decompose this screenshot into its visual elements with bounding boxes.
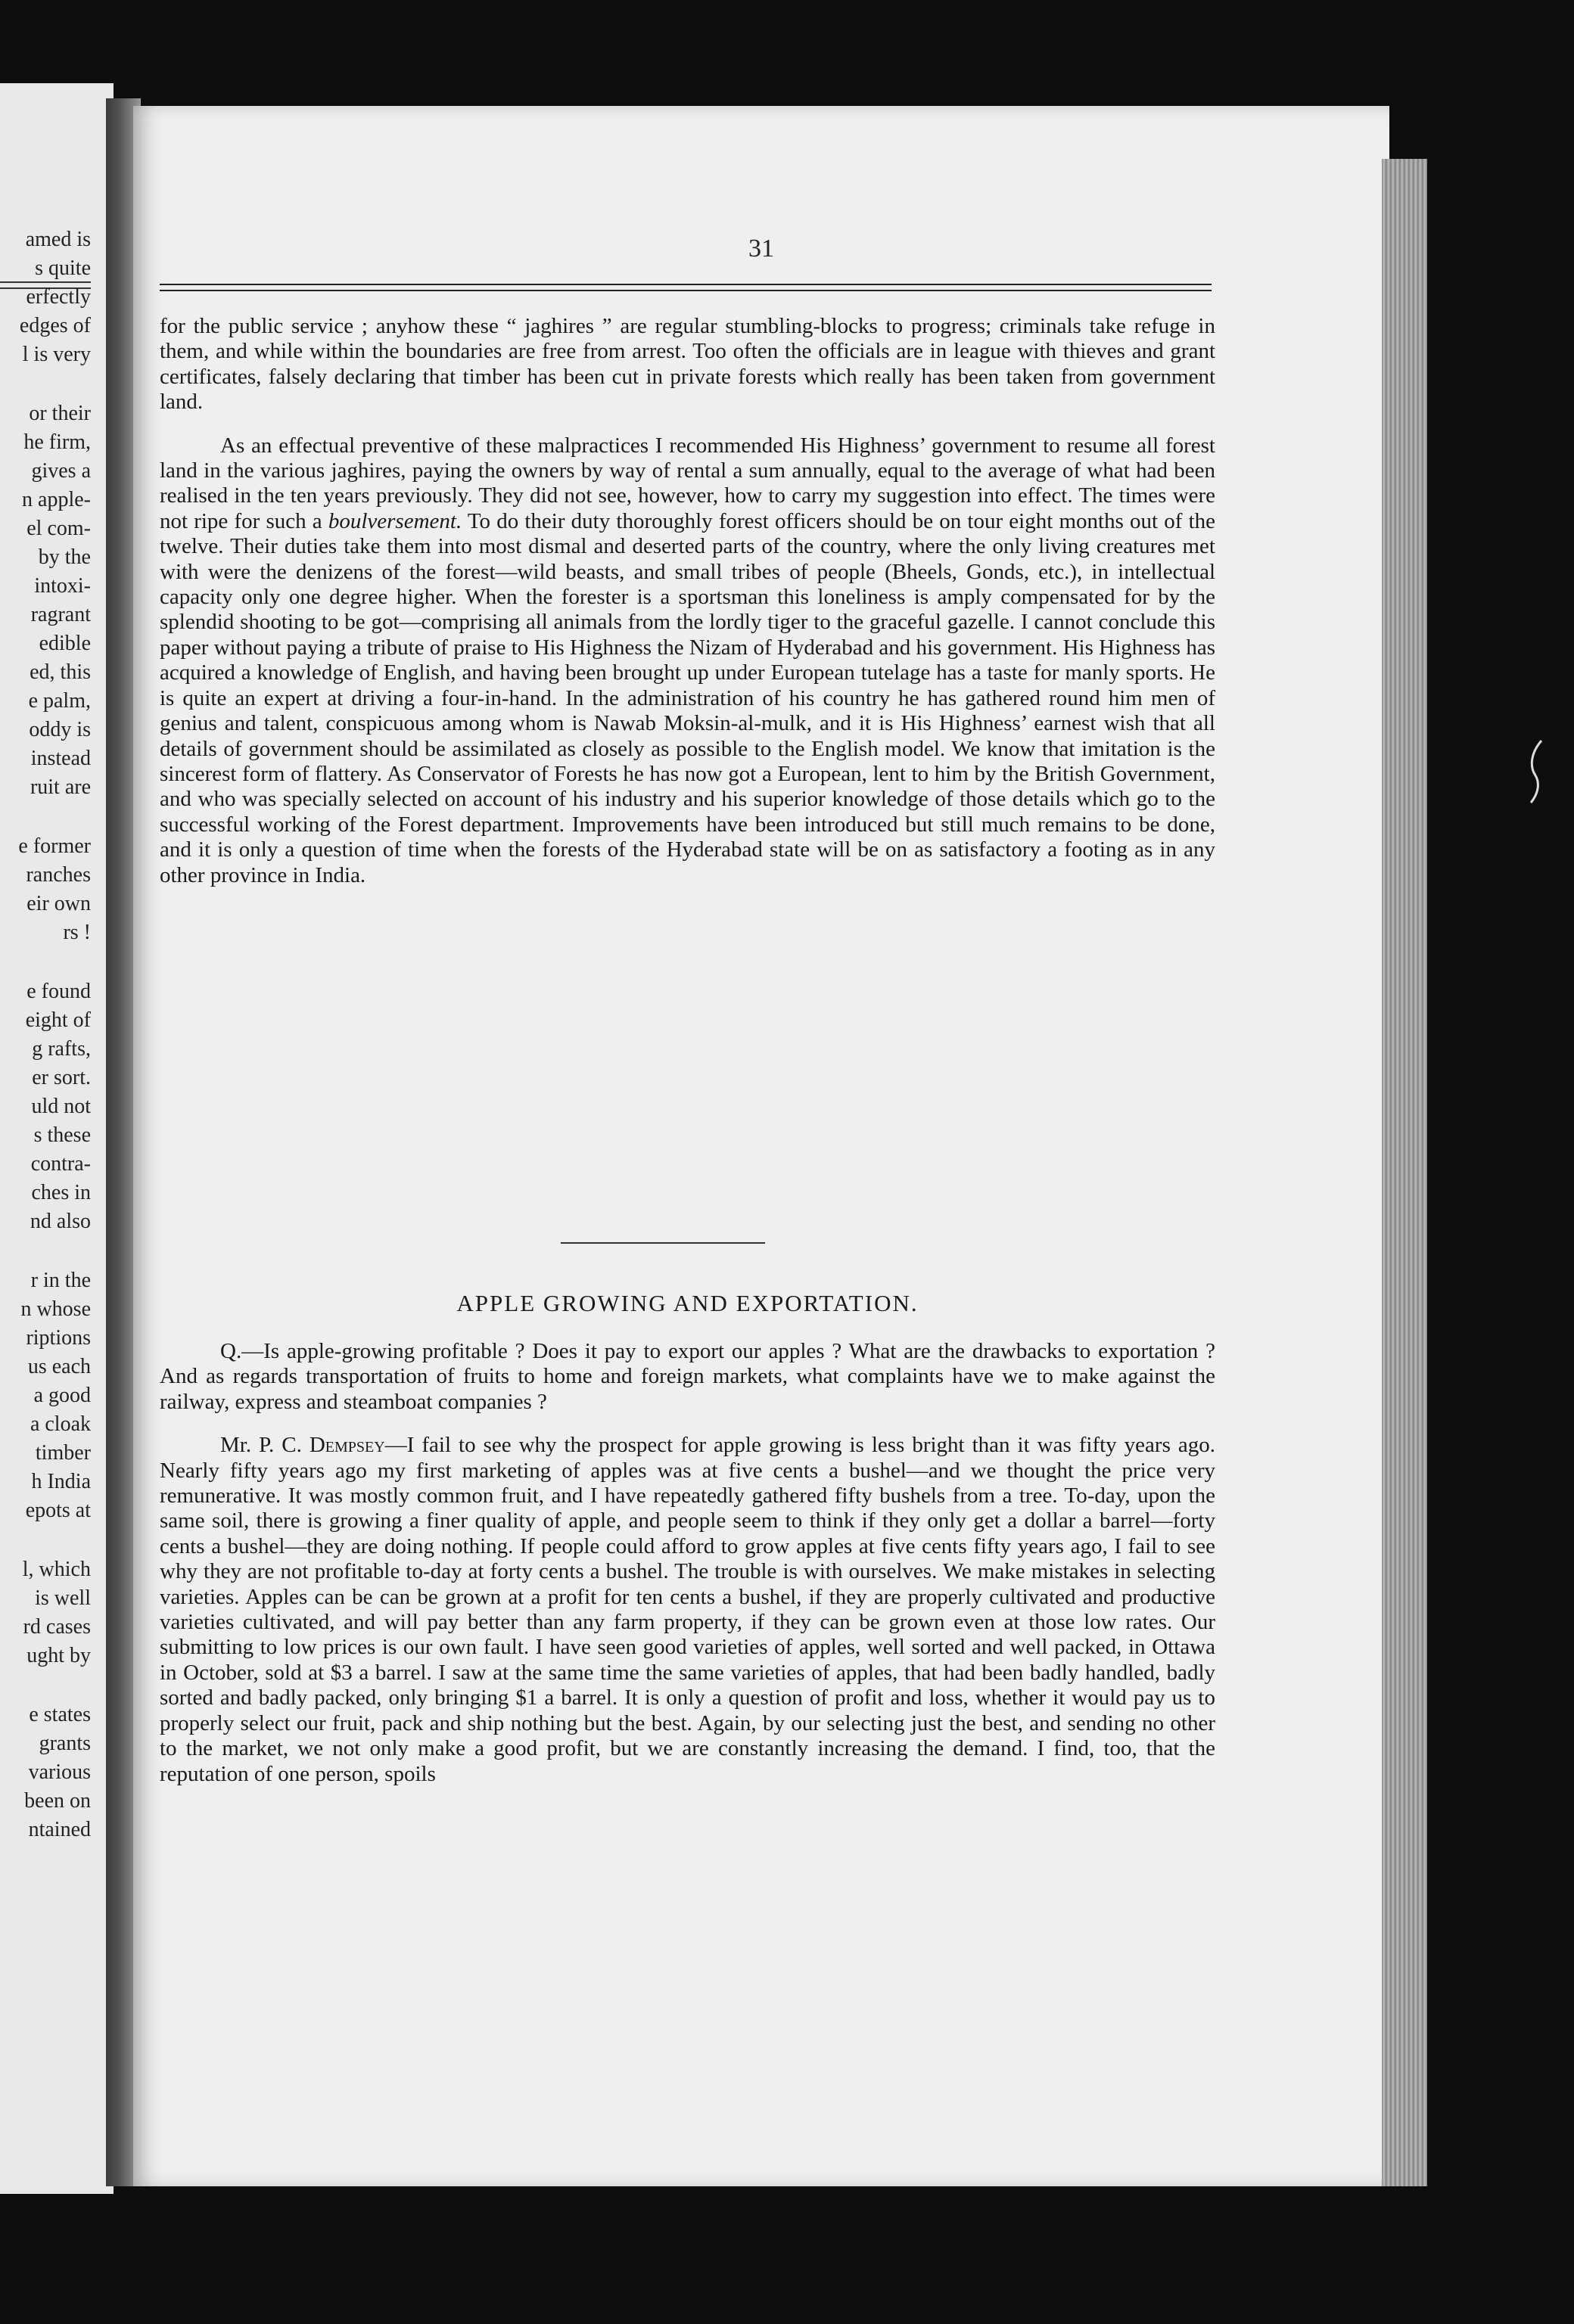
left-page-line: g rafts,: [32, 1037, 91, 1061]
left-page-line: instead: [30, 747, 91, 770]
left-page-line: eight of: [25, 1008, 91, 1032]
left-page-line: ranches: [26, 863, 91, 887]
left-page-line: rs !: [63, 921, 91, 944]
left-page-line: s these: [33, 1123, 91, 1147]
section-title: APPLE GROWING AND EXPORTATION.: [456, 1290, 919, 1316]
left-page-line: h India: [31, 1470, 91, 1493]
left-page-line: ntained: [28, 1818, 91, 1841]
page-stack-edge: [1382, 159, 1427, 2186]
left-page-line: epots at: [25, 1499, 91, 1522]
left-page-line: er sort.: [32, 1066, 91, 1089]
paragraph-continued: for the public service ; anyhow these “ jaghires ” are regular stumbling-blocks to progress; criminals take refuge in them, and while within the boundaries are free from arrest. Too often the officials are in league with thieves and grant certificates, falsely declaring that timber has been cut in private forests which really has been taken from government land.: [160, 314, 1215, 415]
header-double-rule: [160, 284, 1212, 291]
left-page-line: ed, this: [30, 660, 91, 684]
left-page-line: grants: [39, 1732, 91, 1755]
paragraph-text: As an effectual preventive of these malpractices I recommended His Highness’ government to resume all forest land in the various jaghires, paying the owners by way of rental a sum annually, equal to the average of what had been realised in the ten years previously. They did not see, however, how to carry my suggestion into effect. The times were not ripe for such a: [160, 433, 1215, 533]
left-page-line: a cloak: [30, 1412, 91, 1436]
italic-term: boulversement.: [328, 508, 462, 533]
left-page-line: e former: [18, 834, 91, 858]
left-page-line: us each: [27, 1355, 91, 1378]
book-page: [133, 106, 1389, 2186]
left-page-line: e palm,: [28, 689, 91, 713]
left-page-line: el com-: [26, 517, 91, 540]
paragraph-preventive: [160, 433, 1215, 888]
left-page-line: intoxi-: [34, 574, 91, 598]
paragraph-text: To do their duty thoroughly forest officers should be on tour eight months out of the twelve. Their duties take them into most dismal and deserted parts of the country, where the only living creatures met with were the denizens of the forest—wild beasts, and small tribes of people (Bheels, Gonds, etc.), in intellectual capacity only one degree higher. When the forester is a sportsman this loneliness is amply compensated for by the splendid shooting to be got—comprising all animals from the lordly tiger to the graceful gazelle. I cannot conclude this paper without paying a tribute of praise to His Highness the Nizam of Hyderabad and his government. His Highness has acquired a knowledge of English, and having been brought up under European tutelage has a taste for manly sports. He is quite an expert at driving a four-in-hand. In the administration of his country he has gathered round him men of genius and talent, conspicuous among whom is Nawab Moksin-al-mulk, and it is His Highness’ earnest wish that all details of government should be assimilated as closely as possible to the English model. We know that imitation is the sincerest form of flattery. As Conservator of Forests he has now got a European, lent to him by the British Government, and who was specially selected on account of his industry and his superior knowledge of those details which go to the successful working of the Forest department. Improvements have been introduced but still much remains to be done, and it is only a question of time when the forests of the Hyderabad state will be on as satisfactory a footing as in any other province in India.: [160, 508, 1215, 887]
apple-article-text: [160, 1339, 1215, 1787]
answer-text: —I fail to see why the prospect for apple growing is less bright than it was fifty years ago. Nearly fifty years ago my first marketing of apples was at five cents a bushel—and we thought the price very remunerative. It was mostly common fruit, and I have repeatedly gathered fifty bushels from a tree. To-day, upon the same soil, there is growing a finer quality of apple, and people seem to think if they only get a dollar a barrel—forty cents a bushel—they are doing nothing. If people could afford to grow apples at five cents fifty years ago, I fail to see why they are not profitable to-day at forty cents a bushel. The trouble is with ourselves. We make mistakes in selecting varieties. Apples can be can be grown at a profit for ten cents a bushel, if they are properly cultivated and productive varieties cultivated, and will pay better than any farm property, if they can be grown even at those low rates. Our submitting to low prices is our own fault. I have seen good varieties of apples, well sorted and well packed, in Ottawa in October, sold at $3 a barrel. I saw at the same time the same varieties of apples, that had been badly handled, badly sorted and badly packed, only bringing $1 a barrel. It is only a question of profit and loss, whether it would pay us to properly select our fruit, pack and ship nothing but the best. Again, by our selecting just the best, and sending no other to the market, we not only make a good profit, but we are constantly increasing the demand. I find, too, that the reputation of one person, spoils: [160, 1433, 1215, 1786]
left-page-line: n whose: [20, 1297, 91, 1321]
left-page-line: contra-: [30, 1152, 91, 1176]
margin-pencil-mark: [1525, 738, 1548, 806]
left-page-line: a good: [33, 1384, 91, 1407]
left-page-line: s quite: [35, 256, 91, 280]
left-facing-page: [0, 83, 114, 2194]
left-page-line: by the: [38, 545, 91, 569]
left-page-line: ches in: [31, 1181, 91, 1204]
left-page-line: edible: [39, 632, 91, 655]
left-page-line: ught by: [26, 1644, 91, 1667]
speaker-prefix: Mr. P. C.: [220, 1433, 302, 1458]
left-page-line: e states: [29, 1703, 91, 1726]
left-page-line: rd cases: [23, 1615, 91, 1639]
question-paragraph: Q.—Is apple-growing profitable ? Does it pay to export our apples ? What are the drawbacks to exportation ? And as regards transportation of fruits to home and foreign markets, what complaints have we to make against the railway, express and steamboat companies ?: [160, 1339, 1215, 1414]
left-page-line: l, which: [22, 1558, 91, 1581]
answer-paragraph: [160, 1433, 1215, 1787]
left-page-line: gives a: [31, 459, 91, 483]
left-page-line: riptions: [26, 1326, 91, 1350]
left-page-line: or their: [29, 402, 91, 425]
left-page-line: nd also: [30, 1210, 91, 1233]
left-page-line: r in the: [30, 1269, 91, 1292]
left-page-line: amed is: [25, 228, 91, 251]
left-page-line: various: [28, 1760, 91, 1784]
left-page-line: erfectly: [26, 285, 91, 309]
left-page-line: oddy is: [29, 718, 91, 741]
left-page-line: eir own: [26, 892, 91, 915]
left-page-line: ragrant: [30, 603, 91, 626]
left-page-line: is well: [35, 1586, 91, 1610]
section-divider: [561, 1242, 765, 1244]
left-page-line: uld not: [31, 1095, 91, 1118]
left-page-line: n apple-: [22, 488, 91, 511]
left-page-rule: [0, 281, 91, 283]
left-page-line: been on: [24, 1789, 91, 1813]
speaker-name: Dempsey: [309, 1433, 385, 1458]
left-page-line: e found: [26, 980, 91, 1003]
left-page-line: l is very: [22, 343, 91, 366]
left-page-line: timber: [35, 1441, 91, 1465]
left-page-line: he firm,: [23, 430, 91, 454]
page-number: 31: [748, 235, 774, 263]
left-page-line: ruit are: [30, 775, 91, 799]
forestry-article-text: [160, 314, 1215, 888]
left-page-line: edges of: [19, 314, 91, 337]
